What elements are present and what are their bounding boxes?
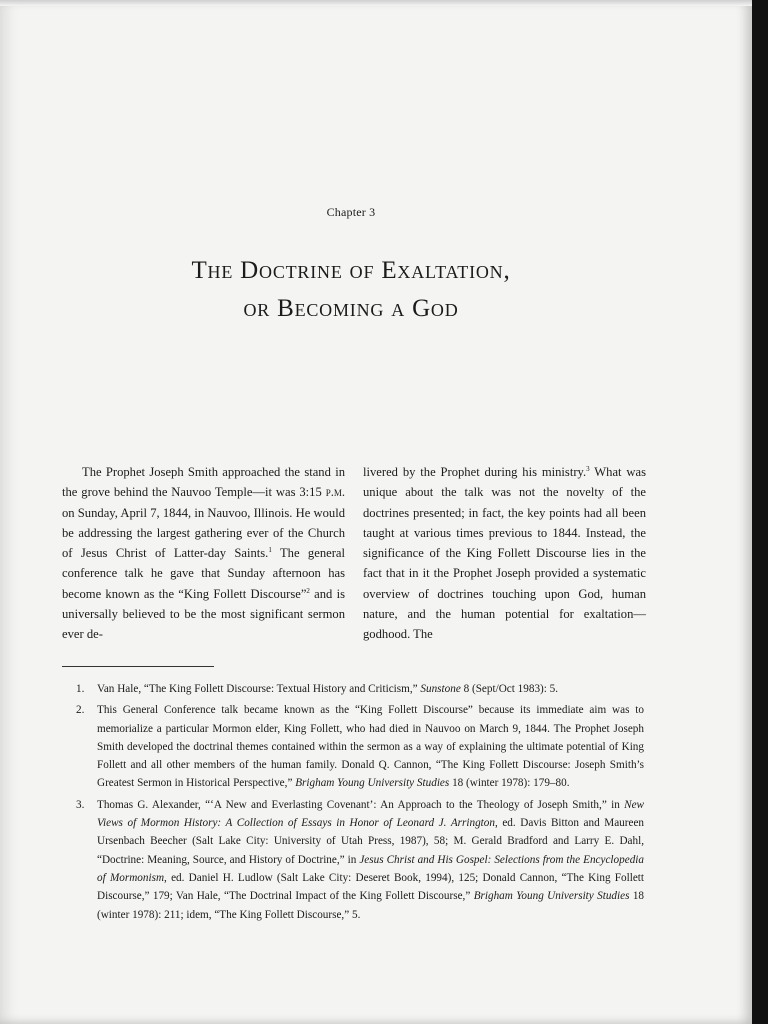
chapter-title-line-2: or Becoming a God <box>243 295 459 322</box>
footnote-text: 18 (winter 1978): 211; idem, “The King Follett Discourse,” 5. <box>97 890 645 921</box>
footnote-number: 3. <box>76 798 85 811</box>
footnote-divider <box>62 666 214 667</box>
footnote-title-italic: Jesus Christ and His Gospel: Selections from the Encyclopedia of Mormonism <box>97 853 644 884</box>
footnote-text: 18 (winter 1978): 179–80. <box>449 777 570 790</box>
footnote-ref-2[interactable]: 2 <box>306 586 310 595</box>
footnote-text: This General Conference talk became known as the “King Follett Discourse” because its immediate aim was to memorialize a particular Mormon elder, King Follett, who had died in Nauvoo on March 9, 1844. The Prophet Joseph Smith developed the doctrinal themes contained within the sermon as a way of explaining the ultimate potential of King Follett and all other members of the human family. Donald Q. Cannon, “The King Follett Discourse: Joseph Smith’s Greatest Sermon in Historical Perspective,” <box>97 704 644 790</box>
page-top-edge <box>0 0 752 6</box>
body-text: The general conference talk he gave that Sunday afternoon has become known as the “King Follett Discourse” <box>62 546 345 601</box>
footnote-title-italic: Brigham Young University Studies <box>295 777 450 790</box>
footnote-ref-3[interactable]: 3 <box>586 465 590 473</box>
body-text: on Sunday, April 7, 1844, in Nauvoo, Illinois. He would be addressing the largest gathering ever of the Church of Jesus Christ of Latter-day Saints. <box>62 505 345 561</box>
footnote-text: Van Hale, “The King Follett Discourse: Textual History and Criticism,” <box>97 683 421 695</box>
footnote-text: , ed. Daniel H. Ludlow (Salt Lake City: Deseret Book, 1994), 125; Donald Cannon, “The King Follett Discourse,” 179; Van Hale, “The Doctrinal Impact of the King Follett Discourse,” <box>97 871 644 903</box>
footnote-text: 8 (Sept/Oct 1983): 5. <box>460 683 559 695</box>
body-text: What was unique about the talk was not the novelty of the doctrines presented; in fact, the key points had all been taught at various times previous to 1844. Instead, the significance of the King Follett Discourse lies in the fact that in it the Prophet Joseph provided a systematic overview of doctrines touching upon God, human nature, and the human potential for exaltation—godhood. The <box>363 465 646 642</box>
footnote-item <box>62 680 644 698</box>
footnote-ref-1[interactable]: 1 <box>268 546 272 555</box>
footnote-title-italic: Sunstone <box>420 683 461 695</box>
body-text: and is universally believed to be the most significant sermon ever de- <box>62 586 345 642</box>
chapter-title <box>0 252 702 328</box>
body-column-right <box>363 462 646 645</box>
footnote-title-italic: New Views of Mormon History: A Collection of Essays in Honor of Leonard J. Arrington <box>97 798 644 830</box>
footnote-text: Thomas G. Alexander, “‘A New and Everlasting Covenant’: An Approach to the Theology of Joseph Smith,” in <box>97 798 625 811</box>
footnote-title-italic: Brigham Young University Studies <box>473 890 630 903</box>
scan-background-edge <box>752 0 768 1024</box>
chapter-title-line-1: The Doctrine of Exaltation, <box>191 257 511 284</box>
footnote-item <box>62 701 644 792</box>
body-column-left <box>62 462 345 645</box>
footnote-number: 1. <box>76 683 85 695</box>
body-text: The Prophet Joseph Smith approached the stand in the grove behind the Nauvoo Temple—it was 3:15 <box>62 465 345 500</box>
footnotes-list <box>62 680 644 927</box>
footnote-number: 2. <box>76 704 85 717</box>
time-abbreviation: p.m. <box>325 485 345 500</box>
footnote-item <box>62 796 644 924</box>
chapter-label: Chapter 3 <box>326 205 376 219</box>
body-text: livered by the Prophet during his ministry. <box>363 465 587 479</box>
footnote-text: , ed. Davis Bitton and Maureen Ursenbach Beecher (Salt Lake City: University of Utah Press, 1987), 58; M. Gerald Bradford and Larry E. Dahl, “Doctrine: Meaning, Source, and History of Doctrine,” in <box>97 817 645 866</box>
